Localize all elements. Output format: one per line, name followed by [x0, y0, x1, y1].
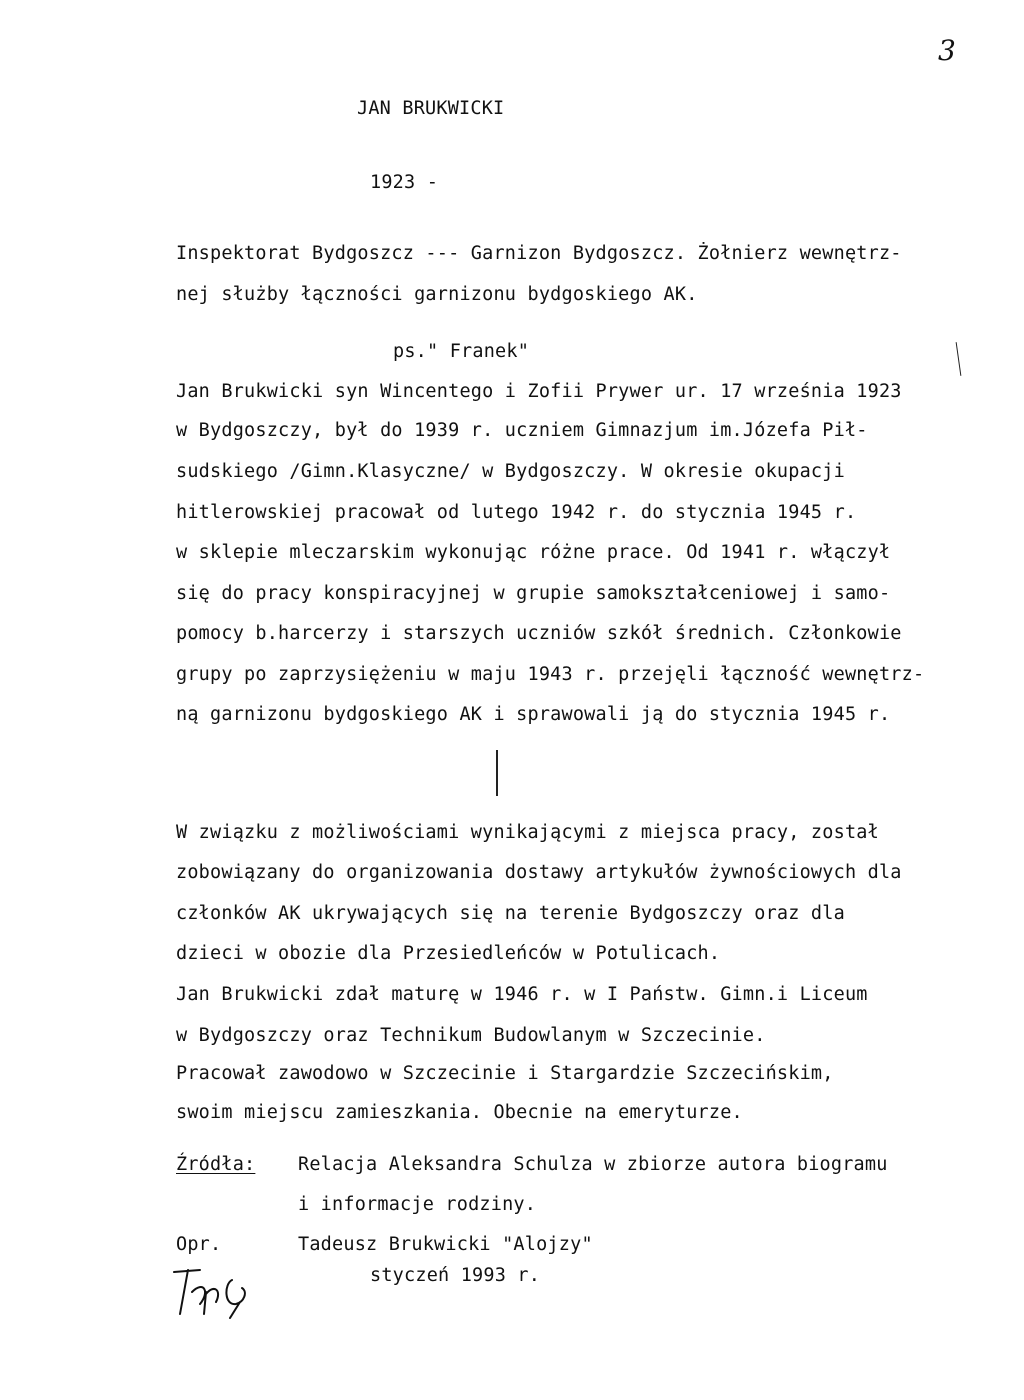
sources-line-2: i informacje rodziny. [298, 1194, 537, 1215]
bio2-line-1: W związku z możliwościami wynikającymi z miejsca pracy, został [176, 822, 879, 843]
heading-name: JAN BRUKWICKI [357, 98, 505, 119]
signature-strokes [174, 1270, 245, 1318]
intro-line-2: nej służby łączności garnizonu bydgoskiego AK. [176, 284, 698, 305]
bio-line-5: w sklepie mleczarskim wykonując różne prace. Od 1941 r. włączył [176, 542, 891, 563]
heading-years: 1923 - [370, 172, 439, 193]
author-name: Tadeusz Brukwicki "Alojzy" [298, 1234, 593, 1255]
bio2-line-4: dzieci w obozie dla Przesiedleńców w Potulicach. [176, 943, 721, 964]
bio-line-6: się do pracy konspiracyjnej w grupie samokształceniowej i samo- [176, 583, 891, 604]
bio-line-7: pomocy b.harcerzy i starszych uczniów szkół średnich. Członkowie [176, 623, 902, 644]
bio2-line-6: w Bydgoszczy oraz Technikum Budowlanym w Szczecinie. [176, 1025, 766, 1046]
author-date: styczeń 1993 r. [370, 1265, 541, 1286]
handwritten-signature [170, 1262, 270, 1322]
sources-label: Źródła: [176, 1154, 256, 1175]
pseudonym: ps." Franek" [393, 341, 530, 362]
intro-line-1: Inspektorat Bydgoszcz --- Garnizon Bydgoszcz. Żołnierz wewnętrz- [176, 243, 902, 264]
bio2-line-8: swoim miejscu zamieszkania. Obecnie na emeryturze. [176, 1102, 743, 1123]
bio-line-8: grupy po zaprzysiężeniu w maju 1943 r. przejęli łączność wewnętrz- [176, 664, 925, 685]
bio2-line-3: członków AK ukrywających się na terenie Bydgoszczy oraz dla [176, 903, 845, 924]
bio-line-3: sudskiego /Gimn.Klasyczne/ w Bydgoszczy. W okresie okupacji [176, 461, 845, 482]
bio-line-2: w Bydgoszczy, był do 1939 r. uczniem Gimnazjum im.Józefa Pił- [176, 420, 868, 441]
author-label: Opr. [176, 1234, 222, 1255]
margin-stroke-right [956, 342, 962, 376]
page-number: 3 [938, 34, 956, 67]
bio-line-1: Jan Brukwicki syn Wincentego i Zofii Prywer ur. 17 września 1923 [176, 381, 902, 402]
bio-line-9: ną garnizonu bydgoskiego AK i sprawowali ją do stycznia 1945 r. [176, 704, 891, 725]
margin-stroke [496, 750, 498, 796]
bio2-line-2: zobowiązany do organizowania dostawy artykułów żywnościowych dla [176, 862, 902, 883]
bio-line-4: hitlerowskiej pracował od lutego 1942 r. do stycznia 1945 r. [176, 502, 857, 523]
bio2-line-5: Jan Brukwicki zdał maturę w 1946 r. w I Państw. Gimn.i Liceum [176, 984, 868, 1005]
sources-line-1: Relacja Aleksandra Schulza w zbiorze autora biogramu [298, 1154, 888, 1175]
bio2-line-7: Pracował zawodowo w Szczecinie i Stargardzie Szczecińskim, [176, 1063, 834, 1084]
